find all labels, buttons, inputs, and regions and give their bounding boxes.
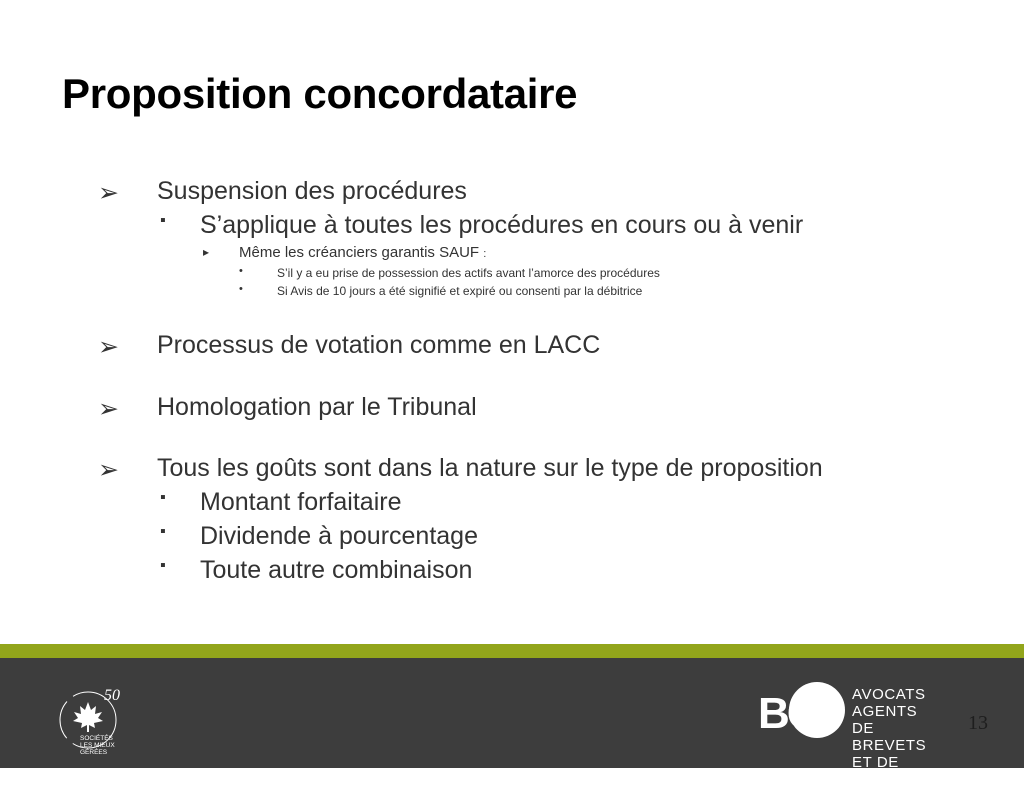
dot-bullet-icon: • [239, 283, 243, 295]
arrow-bullet-icon: ➢ [98, 456, 119, 484]
slide-title: Proposition concordataire [62, 70, 578, 117]
bullet-item-1-sub: S’applique à toutes les procédures en cours ou à venir [200, 211, 804, 239]
bullet-item-1-detail-2: Si Avis de 10 jours a été signifié et expiré ou consenti par la débitrice [277, 284, 643, 298]
badge-line-1: SOCIÉTÉS [80, 735, 113, 742]
arrow-bullet-icon: ➢ [98, 333, 119, 361]
bcf-logo-mark [758, 680, 848, 740]
square-bullet-icon: ▪ [160, 557, 166, 574]
bullet-item-1-sub-sub [239, 244, 486, 261]
bcf-logo-letters: BCF [758, 689, 840, 738]
page-number: 13 [968, 712, 988, 734]
bullet-item-2: Processus de votation comme en LACC [157, 331, 601, 359]
arrow-bullet-icon: ➢ [98, 395, 119, 423]
bullet-item-1-sub-sub-text: Même les créanciers garantis SAUF [239, 244, 480, 261]
arrow-bullet-icon: ➢ [98, 179, 119, 207]
bullet-item-4: Tous les goûts sont dans la nature sur le type de proposition [157, 454, 823, 482]
bullet-item-3: Homologation par le Tribunal [157, 393, 477, 421]
badge-line-2: LES MIEUX [80, 742, 115, 749]
badge-line-3: GÉRÉES [80, 749, 108, 756]
bcf-tagline-line-3: ET DE MARQUES [852, 754, 933, 788]
badge-number: 50 [104, 687, 120, 704]
bullet-item-4-sub-2: Dividende à pourcentage [200, 522, 478, 550]
square-bullet-icon: ▪ [160, 523, 166, 540]
bullet-item-1-sub-sub-colon: : [483, 248, 487, 260]
best-managed-companies-badge [58, 684, 132, 758]
triangle-bullet-icon: ▸ [203, 245, 210, 259]
bullet-item-4-sub-3: Toute autre combinaison [200, 556, 473, 584]
bullet-item-1: Suspension des procédures [157, 177, 467, 205]
dot-bullet-icon: • [239, 265, 243, 277]
bcf-tagline-line-1: AVOCATS [852, 686, 926, 703]
square-bullet-icon: ▪ [160, 212, 166, 229]
square-bullet-icon: ▪ [160, 489, 166, 506]
bullet-item-4-sub-1: Montant forfaitaire [200, 488, 402, 516]
bcf-tagline [852, 686, 932, 788]
bullet-item-1-detail-1: S’il y a eu prise de possession des actifs avant l’amorce des procédures [277, 266, 660, 280]
accent-stripe [0, 644, 1024, 658]
bcf-tagline-line-2: AGENTS DE BREVETS [852, 703, 927, 754]
maple-leaf-icon [73, 702, 103, 732]
